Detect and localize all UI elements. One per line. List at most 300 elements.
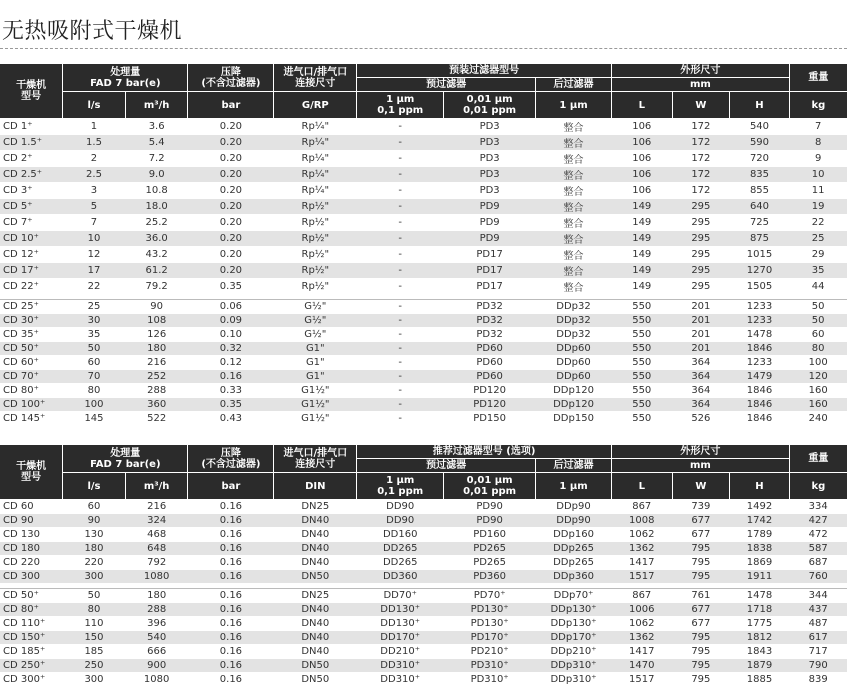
table-cell: 50 [63, 342, 126, 356]
table-cell: DDp130⁺ [536, 617, 612, 631]
table-cell: - [357, 384, 444, 398]
table-cell: 0.16 [188, 645, 274, 659]
table-cell: 1742 [730, 514, 790, 528]
table-cell: 0.16 [188, 556, 274, 570]
table-cell: 149 [611, 247, 672, 263]
model-cell: CD 50⁺ [0, 342, 63, 356]
table-cell: 550 [611, 314, 672, 328]
table-cell: PD360 [444, 570, 536, 584]
table-cell: DN50 [274, 570, 357, 584]
model-cell: CD 130 [0, 528, 63, 542]
unit-header: 1 µm 0,1 ppm [357, 92, 444, 119]
table-cell: G1" [274, 370, 357, 384]
model-cell: CD 2⁺ [0, 151, 63, 167]
table-cell: DDp310⁺ [536, 673, 612, 687]
table-cell: 1233 [730, 300, 790, 314]
table-cell: 0.12 [188, 356, 274, 370]
table-cell: 60 [63, 500, 126, 514]
unit-header: bar [188, 92, 274, 119]
table-cell: PD60 [444, 342, 536, 356]
table-cell: 295 [672, 263, 730, 279]
table-cell: DN40 [274, 631, 357, 645]
table-cell: 1492 [730, 500, 790, 514]
table-cell: 0.16 [188, 603, 274, 617]
table-cell: 216 [125, 356, 188, 370]
table-cell: 9 [789, 151, 847, 167]
table-cell: PD120 [444, 398, 536, 412]
table-cell: 17 [63, 263, 126, 279]
table-cell: DN40 [274, 542, 357, 556]
table-cell: Rp½" [274, 215, 357, 231]
table-cell: 835 [730, 167, 790, 183]
table-cell: 472 [789, 528, 847, 542]
table-cell: 900 [125, 659, 188, 673]
model-cell: CD 3⁺ [0, 183, 63, 199]
table-cell: G½" [274, 300, 357, 314]
table-row [0, 542, 847, 556]
table-cell: DDp70⁺ [536, 589, 612, 603]
table-cell: 216 [125, 500, 188, 514]
table-cell: 172 [672, 167, 730, 183]
table-cell: 1417 [611, 645, 672, 659]
table-cell: PD3 [444, 183, 536, 199]
table-cell: 150 [63, 631, 126, 645]
table-cell: 0.16 [188, 514, 274, 528]
table-row [0, 570, 847, 584]
column-header-weight: 重量 [789, 64, 847, 92]
table-cell: 80 [63, 603, 126, 617]
table-cell: PD17 [444, 263, 536, 279]
table-cell: 717 [789, 645, 847, 659]
table-cell: 29 [789, 247, 847, 263]
table-cell: 100 [63, 398, 126, 412]
table-cell: DD130⁺ [357, 603, 444, 617]
table-row [0, 215, 847, 231]
table-cell: 839 [789, 673, 847, 687]
table-cell: 875 [730, 231, 790, 247]
table-cell: 1479 [730, 370, 790, 384]
column-header-filters: 推荐过滤器型号 (选项) [357, 445, 612, 459]
table-cell: 550 [611, 300, 672, 314]
table-cell: 整合 [536, 279, 612, 295]
unit-header: l/s [63, 92, 126, 119]
table-cell: 760 [789, 570, 847, 584]
table-cell: 795 [672, 556, 730, 570]
table-body [0, 500, 847, 687]
table-cell: 550 [611, 328, 672, 342]
table-cell: 739 [672, 500, 730, 514]
table-cell: DD265 [357, 556, 444, 570]
table-cell: - [357, 263, 444, 279]
table-cell: 149 [611, 199, 672, 215]
table-cell: 145 [63, 412, 126, 426]
table-cell: 1080 [125, 570, 188, 584]
unit-header: DIN [274, 473, 357, 500]
table-cell: 677 [672, 528, 730, 542]
table-cell: 0.20 [188, 135, 274, 151]
table-cell: DD70⁺ [357, 589, 444, 603]
table-cell: 867 [611, 500, 672, 514]
table-cell: 252 [125, 370, 188, 384]
table-cell: 364 [672, 398, 730, 412]
table-row [0, 151, 847, 167]
table-cell: 1062 [611, 528, 672, 542]
table-cell: - [357, 342, 444, 356]
table-cell: PD60 [444, 356, 536, 370]
table-cell: PD60 [444, 370, 536, 384]
model-cell: CD 110⁺ [0, 617, 63, 631]
table-cell: 90 [63, 514, 126, 528]
table-row [0, 370, 847, 384]
table-cell: 677 [672, 617, 730, 631]
table-cell: DN25 [274, 589, 357, 603]
table-cell: 220 [63, 556, 126, 570]
table-cell: 25.2 [125, 215, 188, 231]
table-cell: DN40 [274, 514, 357, 528]
dryer-spec-table-1 [0, 64, 847, 426]
table-cell: 1838 [730, 542, 790, 556]
table-cell: 590 [730, 135, 790, 151]
table-cell: 180 [125, 589, 188, 603]
table-cell: 795 [672, 659, 730, 673]
unit-header: W [672, 92, 730, 119]
table-cell: 1478 [730, 589, 790, 603]
table-cell: G1½" [274, 384, 357, 398]
table-cell: 0.20 [188, 231, 274, 247]
table-cell: 0.16 [188, 589, 274, 603]
table-cell: DDp210⁺ [536, 645, 612, 659]
table-cell: 整合 [536, 119, 612, 135]
table-row [0, 617, 847, 631]
table-cell: 240 [789, 412, 847, 426]
table-cell: 855 [730, 183, 790, 199]
table-cell: 792 [125, 556, 188, 570]
table-cell: 587 [789, 542, 847, 556]
table-cell: 60 [789, 328, 847, 342]
table-cell: 25 [63, 300, 126, 314]
table-cell: - [357, 199, 444, 215]
table-cell: 396 [125, 617, 188, 631]
table-cell: 106 [611, 135, 672, 151]
table-cell: PD32 [444, 328, 536, 342]
table-cell: 90 [125, 300, 188, 314]
table-cell: - [357, 370, 444, 384]
unit-header: 1 µm [536, 92, 612, 119]
table-cell: 149 [611, 263, 672, 279]
table-cell: 2.5 [63, 167, 126, 183]
title-divider [0, 48, 847, 49]
model-cell: CD 180 [0, 542, 63, 556]
table-cell: 1080 [125, 673, 188, 687]
table-cell: 295 [672, 199, 730, 215]
table-cell: 617 [789, 631, 847, 645]
table-cell: 106 [611, 167, 672, 183]
unit-header: kg [789, 92, 847, 119]
table-row [0, 398, 847, 412]
table-cell: 201 [672, 314, 730, 328]
table-cell: G½" [274, 314, 357, 328]
table-cell: 149 [611, 215, 672, 231]
model-cell: CD 25⁺ [0, 300, 63, 314]
table-cell: 整合 [536, 151, 612, 167]
table-cell: 2 [63, 151, 126, 167]
unit-header: 1 µm [536, 473, 612, 500]
table-row [0, 231, 847, 247]
unit-header: H [730, 92, 790, 119]
table-row [0, 279, 847, 295]
table-cell: DN40 [274, 645, 357, 659]
table-cell: 300 [63, 673, 126, 687]
table-cell: 1911 [730, 570, 790, 584]
table-cell: 1015 [730, 247, 790, 263]
table-cell: DDp120 [536, 398, 612, 412]
table-cell: G1½" [274, 398, 357, 412]
model-cell: CD 185⁺ [0, 645, 63, 659]
table-cell: 288 [125, 384, 188, 398]
table-cell: 0.16 [188, 370, 274, 384]
table-cell: 364 [672, 356, 730, 370]
table-cell: 整合 [536, 247, 612, 263]
model-cell: CD 5⁺ [0, 199, 63, 215]
table-cell: DDp310⁺ [536, 659, 612, 673]
table-row [0, 342, 847, 356]
table-cell: 5.4 [125, 135, 188, 151]
unit-header: m³/h [125, 92, 188, 119]
table-cell: 0.20 [188, 263, 274, 279]
table-cell: PD90 [444, 500, 536, 514]
table-cell: 185 [63, 645, 126, 659]
table-cell: 795 [672, 673, 730, 687]
table-cell: 437 [789, 603, 847, 617]
table-cell: 60 [63, 356, 126, 370]
table-cell: 1846 [730, 398, 790, 412]
model-cell: CD 1⁺ [0, 119, 63, 135]
table-cell: 761 [672, 589, 730, 603]
unit-header: 1 µm 0,1 ppm [357, 473, 444, 500]
table-cell: DDp90 [536, 500, 612, 514]
table-row [0, 631, 847, 645]
table-cell: 427 [789, 514, 847, 528]
table-cell: PD9 [444, 215, 536, 231]
table-row [0, 263, 847, 279]
table-cell: - [357, 328, 444, 342]
table-cell: 1517 [611, 673, 672, 687]
table-cell: 344 [789, 589, 847, 603]
table-cell: DDp160 [536, 528, 612, 542]
table-cell: DD130⁺ [357, 617, 444, 631]
table-cell: PD90 [444, 514, 536, 528]
table-cell: DDp60 [536, 370, 612, 384]
table-header [0, 64, 847, 119]
table-cell: 整合 [536, 183, 612, 199]
table-cell: DN50 [274, 673, 357, 687]
table-cell: 180 [125, 342, 188, 356]
table-cell: 0.16 [188, 500, 274, 514]
model-cell: CD 2.5⁺ [0, 167, 63, 183]
table-cell: 0.16 [188, 631, 274, 645]
table-row [0, 659, 847, 673]
table-cell: Rp¼" [274, 183, 357, 199]
table-cell: DDp90 [536, 514, 612, 528]
table-row [0, 603, 847, 617]
table-cell: PD265 [444, 542, 536, 556]
table-cell: 0.32 [188, 342, 274, 356]
table-cell: 0.43 [188, 412, 274, 426]
table-cell: 550 [611, 356, 672, 370]
table-cell: 整合 [536, 167, 612, 183]
model-cell: CD 250⁺ [0, 659, 63, 673]
table-cell: Rp¼" [274, 135, 357, 151]
table-cell: 整合 [536, 199, 612, 215]
table-cell: 1775 [730, 617, 790, 631]
table-cell: 550 [611, 412, 672, 426]
table-cell: 80 [63, 384, 126, 398]
table-cell: 540 [730, 119, 790, 135]
table-cell: 0.16 [188, 673, 274, 687]
table-cell: 1362 [611, 631, 672, 645]
model-cell: CD 17⁺ [0, 263, 63, 279]
column-header-connection: 进气口/排气口 连接尺寸 [274, 445, 357, 473]
table-cell: 10.8 [125, 183, 188, 199]
table-cell: 120 [789, 370, 847, 384]
table-cell: 540 [125, 631, 188, 645]
table-row [0, 500, 847, 514]
table-cell: 106 [611, 119, 672, 135]
table-cell: 1879 [730, 659, 790, 673]
table-cell: 666 [125, 645, 188, 659]
table-cell: - [357, 314, 444, 328]
table-cell: 50 [63, 589, 126, 603]
table-cell: DD265 [357, 542, 444, 556]
table-cell: 19 [789, 199, 847, 215]
table-cell: Rp½" [274, 279, 357, 295]
table-cell: 0.35 [188, 398, 274, 412]
table-cell: 1417 [611, 556, 672, 570]
page-title: 无热吸附式干燥机 [2, 19, 183, 44]
table-cell: 795 [672, 542, 730, 556]
table-cell: 172 [672, 183, 730, 199]
column-header-flow: 处理量 FAD 7 bar(e) [63, 64, 188, 92]
table-cell: DDp150 [536, 412, 612, 426]
table-cell: DD90 [357, 500, 444, 514]
model-cell: CD 150⁺ [0, 631, 63, 645]
table-cell: 7.2 [125, 151, 188, 167]
table-cell: DDp265 [536, 542, 612, 556]
table-cell: 1843 [730, 645, 790, 659]
table-cell: - [357, 231, 444, 247]
table-row [0, 199, 847, 215]
table-cell: 687 [789, 556, 847, 570]
table-cell: DDp32 [536, 328, 612, 342]
table-cell: 1846 [730, 412, 790, 426]
table-cell: 1517 [611, 570, 672, 584]
table-cell: 0.20 [188, 215, 274, 231]
table-cell: 130 [63, 528, 126, 542]
table-cell: 1846 [730, 342, 790, 356]
table-cell: Rp¼" [274, 119, 357, 135]
table-cell: 79.2 [125, 279, 188, 295]
table-cell: 324 [125, 514, 188, 528]
unit-header: 0,01 µm 0,01 ppm [444, 473, 536, 500]
table-row [0, 314, 847, 328]
table-cell: 640 [730, 199, 790, 215]
model-cell: CD 220 [0, 556, 63, 570]
table-cell: 295 [672, 215, 730, 231]
model-cell: CD 12⁺ [0, 247, 63, 263]
unit-header: W [672, 473, 730, 500]
table-cell: 0.20 [188, 151, 274, 167]
column-header-flow: 处理量 FAD 7 bar(e) [63, 445, 188, 473]
table-cell: - [357, 356, 444, 370]
table-cell: 整合 [536, 263, 612, 279]
table-cell: 160 [789, 384, 847, 398]
table-cell: 108 [125, 314, 188, 328]
table-cell: PD130⁺ [444, 603, 536, 617]
table-cell: G1" [274, 342, 357, 356]
table-cell: PD170⁺ [444, 631, 536, 645]
table-cell: 1006 [611, 603, 672, 617]
table-cell: 1846 [730, 384, 790, 398]
table-cell: - [357, 119, 444, 135]
table-cell: 1233 [730, 314, 790, 328]
table-cell: - [357, 247, 444, 263]
table-cell: 550 [611, 384, 672, 398]
model-cell: CD 35⁺ [0, 328, 63, 342]
table-cell: 44 [789, 279, 847, 295]
table-cell: - [357, 151, 444, 167]
model-cell: CD 60 [0, 500, 63, 514]
table-cell: 22 [63, 279, 126, 295]
table-cell: 677 [672, 514, 730, 528]
model-cell: CD 100⁺ [0, 398, 63, 412]
table-cell: 725 [730, 215, 790, 231]
table-cell: 43.2 [125, 247, 188, 263]
table-cell: 172 [672, 135, 730, 151]
table-cell: PD3 [444, 135, 536, 151]
table-row [0, 589, 847, 603]
table-cell: DDp60 [536, 342, 612, 356]
table-cell: 36.0 [125, 231, 188, 247]
model-cell: CD 80⁺ [0, 603, 63, 617]
table-cell: 0.20 [188, 247, 274, 263]
table-cell: 364 [672, 370, 730, 384]
column-header-prefilter: 预过滤器 [357, 78, 536, 92]
dryer-spec-table-2 [0, 445, 847, 687]
column-header-prefilter: 预过滤器 [357, 459, 536, 473]
column-header-weight: 重量 [789, 445, 847, 473]
table-cell: 10 [789, 167, 847, 183]
column-header-connection: 进气口/排气口 连接尺寸 [274, 64, 357, 92]
table-cell: 550 [611, 398, 672, 412]
table-cell: 288 [125, 603, 188, 617]
table-row [0, 183, 847, 199]
table-cell: PD9 [444, 199, 536, 215]
table-cell: 9.0 [125, 167, 188, 183]
table-cell: 0.16 [188, 570, 274, 584]
table-cell: - [357, 183, 444, 199]
table-cell: Rp½" [274, 263, 357, 279]
table-cell: 300 [63, 570, 126, 584]
table-cell: 295 [672, 279, 730, 295]
table-cell: 334 [789, 500, 847, 514]
table-cell: 1.5 [63, 135, 126, 151]
unit-header: L [611, 92, 672, 119]
table-cell: Rp½" [274, 199, 357, 215]
table-cell: 18.0 [125, 199, 188, 215]
table-cell: 50 [789, 300, 847, 314]
model-cell: CD 1.5⁺ [0, 135, 63, 151]
table-cell: DN40 [274, 617, 357, 631]
